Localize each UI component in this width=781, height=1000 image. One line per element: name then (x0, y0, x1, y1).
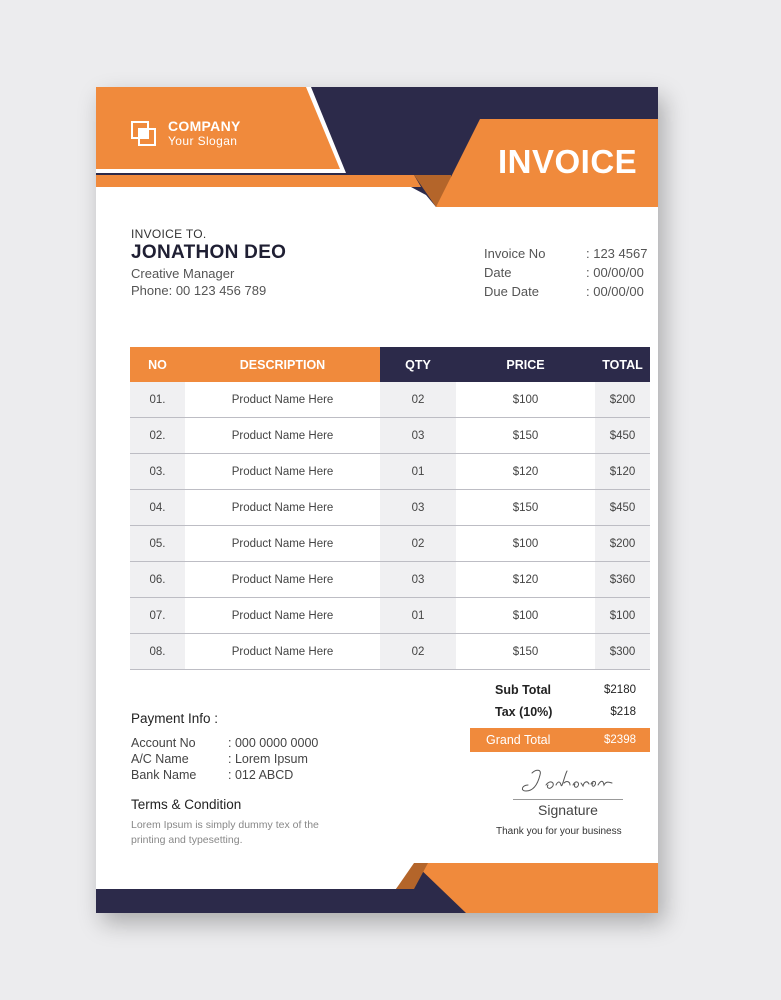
item-price: $100 (512, 393, 539, 406)
item-qty: 01 (380, 454, 456, 489)
company-slogan: Your Slogan (168, 134, 238, 148)
subtotal-value: $2180 (604, 684, 636, 696)
client-role: Creative Manager (131, 266, 235, 281)
overlapping-squares-icon (130, 120, 158, 148)
table-row (130, 598, 650, 634)
item-total: $200 (595, 526, 650, 561)
header-total: TOTAL (595, 347, 650, 382)
item-description: Product Name Here (231, 501, 334, 514)
item-qty: 03 (380, 562, 456, 597)
signature-label: Signature (538, 802, 598, 818)
grand-total-row (470, 728, 650, 752)
meta-row (484, 244, 647, 263)
tax-label: Tax (10%) (495, 705, 553, 719)
meta-value: : 00/00/00 (586, 265, 644, 280)
payment-row (131, 751, 318, 767)
payment-row (131, 735, 318, 751)
table-body (130, 382, 650, 670)
item-number: 05. (130, 526, 185, 561)
payment-title: Payment Info : (131, 711, 219, 726)
payment-value: : Lorem Ipsum (228, 752, 308, 766)
meta-row (484, 263, 647, 282)
totals-section (470, 679, 650, 752)
client-name: JONATHON DEO (131, 242, 287, 263)
header-qty: QTY (380, 347, 456, 382)
item-qty: 02 (380, 382, 456, 417)
tax-row (470, 701, 650, 723)
table-row (130, 634, 650, 670)
thank-you-note: Thank you for your business (496, 826, 622, 837)
terms-title: Terms & Condition (131, 797, 242, 812)
payment-label: Bank Name (131, 768, 197, 782)
item-number: 07. (130, 598, 185, 633)
company-logo (130, 119, 241, 148)
item-price: $120 (512, 465, 539, 478)
subtotal-row (470, 679, 650, 701)
item-description: Product Name Here (231, 645, 334, 658)
payment-info (131, 711, 318, 783)
meta-value: : 123 4567 (586, 246, 648, 261)
handwritten-signature (518, 763, 618, 799)
meta-row (484, 282, 647, 301)
item-description: Product Name Here (231, 465, 334, 478)
grand-total-value: $2398 (604, 734, 636, 746)
payment-label: A/C Name (131, 752, 189, 766)
item-price: $100 (512, 609, 539, 622)
item-price: $100 (512, 537, 539, 550)
table-row (130, 490, 650, 526)
item-number: 03. (130, 454, 185, 489)
header-no: NO (130, 347, 185, 382)
item-number: 04. (130, 490, 185, 525)
payment-label: Account No (131, 736, 196, 750)
header-orange-stripe (96, 175, 421, 187)
signature-line (513, 799, 623, 800)
item-price: $120 (512, 573, 539, 586)
company-name: COMPANY (168, 118, 241, 134)
item-qty: 01 (380, 598, 456, 633)
table-row (130, 562, 650, 598)
terms-text: Lorem Ipsum is simply dummy tex of the printing and typesetting. (131, 819, 319, 846)
bill-to-section (131, 227, 286, 298)
item-total: $300 (595, 634, 650, 669)
item-qty: 03 (380, 418, 456, 453)
meta-label: Date (484, 265, 512, 280)
payment-row (131, 767, 318, 783)
meta-value: : 00/00/00 (586, 284, 644, 299)
item-number: 06. (130, 562, 185, 597)
item-price: $150 (512, 429, 539, 442)
header-description: DESCRIPTION (185, 347, 380, 382)
client-phone: Phone: 00 123 456 789 (131, 283, 267, 298)
item-number: 08. (130, 634, 185, 669)
item-total: $120 (595, 454, 650, 489)
item-description: Product Name Here (231, 429, 334, 442)
item-total: $450 (595, 418, 650, 453)
item-price: $150 (512, 501, 539, 514)
items-table (130, 347, 650, 670)
signature-block (512, 763, 624, 818)
tax-value: $218 (610, 706, 636, 718)
invoice-title: INVOICE (498, 143, 638, 180)
table-row (130, 526, 650, 562)
invoice-page (96, 87, 658, 913)
table-row (130, 418, 650, 454)
table-row (130, 382, 650, 418)
item-total: $100 (595, 598, 650, 633)
item-description: Product Name Here (231, 573, 334, 586)
item-total: $200 (595, 382, 650, 417)
item-total: $360 (595, 562, 650, 597)
terms-section (131, 797, 331, 848)
item-description: Product Name Here (231, 393, 334, 406)
item-number: 02. (130, 418, 185, 453)
payment-value: : 000 0000 0000 (228, 736, 319, 750)
bill-to-label: INVOICE TO. (131, 227, 207, 241)
item-description: Product Name Here (231, 609, 334, 622)
item-description: Product Name Here (231, 537, 334, 550)
header-price: PRICE (456, 347, 595, 382)
grand-total-label: Grand Total (486, 733, 551, 747)
item-qty: 02 (380, 526, 456, 561)
item-qty: 03 (380, 490, 456, 525)
subtotal-label: Sub Total (495, 683, 552, 697)
meta-label: Due Date (484, 284, 539, 299)
table-row (130, 454, 650, 490)
meta-label: Invoice No (484, 246, 546, 261)
invoice-meta (484, 244, 647, 301)
item-number: 01. (130, 382, 185, 417)
payment-value: : 012 ABCD (228, 768, 294, 782)
item-total: $450 (595, 490, 650, 525)
table-header (130, 347, 650, 382)
item-price: $150 (512, 645, 539, 658)
item-qty: 02 (380, 634, 456, 669)
